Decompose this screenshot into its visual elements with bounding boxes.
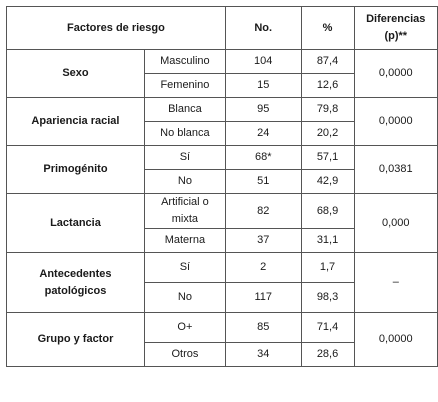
table-row: [7, 98, 438, 122]
count-cell: 34: [225, 343, 301, 367]
subcategory-cell: Otros: [144, 343, 225, 367]
header-count: No.: [225, 7, 301, 50]
count-cell: 95: [225, 98, 301, 122]
subcategory-cell: Femenino: [144, 74, 225, 98]
percent-cell: 12,6: [301, 74, 354, 98]
category-cell: Antecedentes patológicos: [7, 253, 145, 313]
percent-cell: 42,9: [301, 170, 354, 194]
table-row: [7, 253, 438, 283]
table-row: [7, 194, 438, 229]
subcategory-cell: No: [144, 283, 225, 313]
header-percent: %: [301, 7, 354, 50]
subcategory-cell: No blanca: [144, 122, 225, 146]
subcategory-cell: O+: [144, 313, 225, 343]
subcategory-cell: Sí: [144, 146, 225, 170]
percent-cell: 1,7: [301, 253, 354, 283]
p-value-cell: –: [354, 253, 438, 313]
subcategory-cell: No: [144, 170, 225, 194]
percent-cell: 71,4: [301, 313, 354, 343]
header-differences: Diferencias (p)**: [354, 7, 438, 50]
count-cell: 15: [225, 74, 301, 98]
table-row: [7, 50, 438, 74]
category-cell: Grupo y factor: [7, 313, 145, 367]
subcategory-cell: Blanca: [144, 98, 225, 122]
subcategory-cell: Sí: [144, 253, 225, 283]
category-cell: Primogénito: [7, 146, 145, 194]
p-value-cell: 0,0381: [354, 146, 438, 194]
count-cell: 117: [225, 283, 301, 313]
header-row: [7, 7, 438, 50]
subcategory-cell: Artificial o mixta: [144, 194, 225, 229]
count-cell: 24: [225, 122, 301, 146]
count-cell: 82: [225, 194, 301, 229]
count-cell: 104: [225, 50, 301, 74]
percent-cell: 57,1: [301, 146, 354, 170]
count-cell: 2: [225, 253, 301, 283]
table-row: [7, 313, 438, 343]
risk-factors-table: [6, 6, 438, 367]
risk-factors-table-wrapper: [6, 6, 438, 367]
p-value-cell: 0,0000: [354, 98, 438, 146]
count-cell: 37: [225, 229, 301, 253]
percent-cell: 98,3: [301, 283, 354, 313]
p-value-cell: 0,000: [354, 194, 438, 253]
table-row: [7, 146, 438, 170]
count-cell: 68*: [225, 146, 301, 170]
p-value-cell: 0,0000: [354, 50, 438, 98]
count-cell: 51: [225, 170, 301, 194]
header-factor: Factores de riesgo: [7, 7, 226, 50]
count-cell: 85: [225, 313, 301, 343]
percent-cell: 31,1: [301, 229, 354, 253]
category-cell: Lactancia: [7, 194, 145, 253]
subcategory-cell: Masculino: [144, 50, 225, 74]
percent-cell: 28,6: [301, 343, 354, 367]
percent-cell: 68,9: [301, 194, 354, 229]
category-cell: Apariencia racial: [7, 98, 145, 146]
percent-cell: 20,2: [301, 122, 354, 146]
percent-cell: 79,8: [301, 98, 354, 122]
category-cell: Sexo: [7, 50, 145, 98]
subcategory-cell: Materna: [144, 229, 225, 253]
p-value-cell: 0,0000: [354, 313, 438, 367]
percent-cell: 87,4: [301, 50, 354, 74]
